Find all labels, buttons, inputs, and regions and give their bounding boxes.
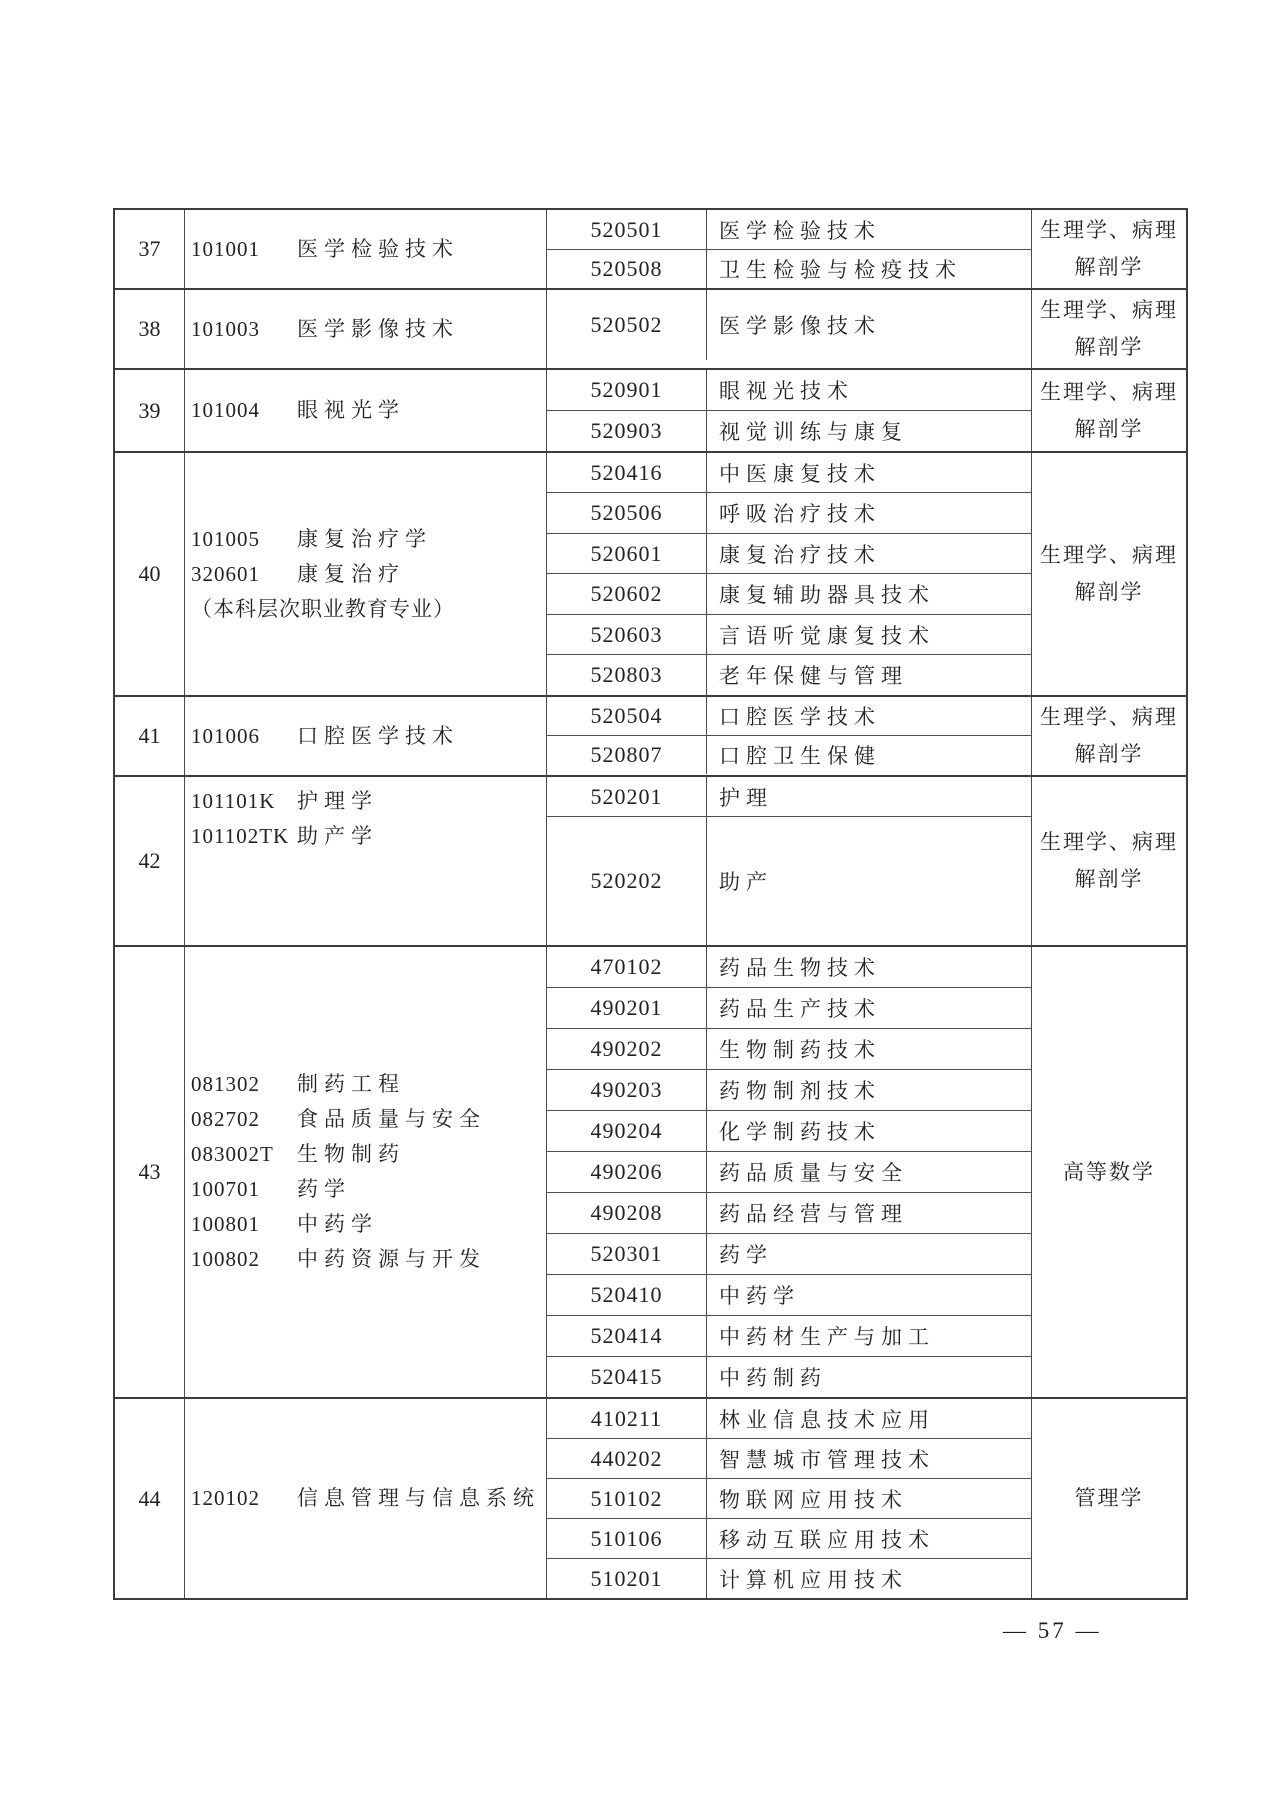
vocational-major-name: 口腔卫生保健 — [719, 744, 881, 768]
vocational-subrow — [547, 573, 1031, 614]
vocational-major-name: 中医康复技术 — [719, 461, 881, 486]
table-row — [115, 945, 1186, 1397]
row-number: 37 — [115, 210, 185, 288]
vocational-major-name: 口腔医学技术 — [719, 705, 881, 729]
vocational-subrow — [547, 697, 1031, 735]
vocational-major-code: 510201 — [547, 1559, 707, 1598]
vocational-subrow — [547, 410, 1031, 451]
vocational-subrow — [547, 1028, 1031, 1069]
vocational-major-code: 520301 — [547, 1234, 707, 1274]
exam-subject: 高等数学 — [1063, 1159, 1155, 1184]
undergrad-major-name: 口腔医学技术 — [297, 723, 459, 748]
row-number: 39 — [115, 370, 185, 451]
vocational-major-code: 520508 — [547, 250, 707, 288]
undergrad-major-name: 中药资源与开发 — [297, 1247, 486, 1271]
undergrad-major-line — [191, 1172, 542, 1207]
vocational-major-name: 生物制药技术 — [719, 1038, 881, 1062]
undergrad-major-code: 120102 — [191, 1486, 260, 1510]
vocational-major-code: 520415 — [547, 1357, 707, 1397]
undergrad-major-line — [191, 522, 542, 557]
vocational-subrows — [547, 370, 1032, 451]
undergrad-major-line — [191, 1137, 542, 1172]
row-number: 38 — [115, 290, 185, 368]
undergrad-major-code: 101102TK — [191, 824, 290, 848]
undergrad-major-code: 100701 — [191, 1177, 260, 1201]
vocational-major-name: 药品经营与管理 — [719, 1202, 908, 1226]
undergrad-major-cell — [185, 1399, 547, 1598]
undergrad-major-cell — [185, 453, 547, 695]
vocational-major-code: 520807 — [547, 736, 707, 774]
vocational-subrow — [547, 987, 1031, 1028]
page-number: — 57 — — [1003, 1618, 1102, 1643]
vocational-major-name: 康复辅助器具技术 — [719, 583, 935, 607]
undergrad-major-code: 320601 — [191, 561, 260, 586]
vocational-major-name: 呼吸治疗技术 — [719, 502, 881, 526]
vocational-major-name: 移动互联应用技术 — [719, 1527, 935, 1552]
vocational-subrow — [547, 1399, 1031, 1438]
vocational-major-name: 中药材生产与加工 — [719, 1325, 935, 1349]
vocational-major-name: 物联网应用技术 — [719, 1487, 908, 1512]
vocational-subrows — [547, 1399, 1032, 1598]
vocational-subrow — [547, 777, 1031, 816]
undergrad-major-name: 药学 — [297, 1177, 351, 1201]
vocational-subrows — [547, 453, 1032, 695]
vocational-subrow — [547, 290, 1031, 360]
table-row — [115, 775, 1186, 945]
undergrad-major-code: 082702 — [191, 1107, 260, 1131]
vocational-major-name: 智慧城市管理技术 — [719, 1447, 935, 1472]
undergrad-major-code: 081302 — [191, 1072, 260, 1096]
vocational-major-code: 490201 — [547, 988, 707, 1028]
exam-subject: 生理学、病理解剖学 — [1040, 298, 1178, 359]
undergrad-major-line — [191, 1242, 542, 1277]
vocational-major-code: 490203 — [547, 1070, 707, 1110]
undergrad-major-name: 中药学 — [297, 1212, 378, 1236]
exam-subject: 生理学、病理解剖学 — [1040, 705, 1178, 766]
vocational-major-name: 老年保健与管理 — [719, 664, 908, 688]
row-number: 41 — [115, 697, 185, 775]
vocational-subrow — [547, 1069, 1031, 1110]
vocational-subrows — [547, 697, 1032, 775]
vocational-subrow — [547, 1356, 1031, 1397]
undergrad-major-name: 康复治疗 — [297, 561, 405, 586]
undergrad-major-name: 医学检验技术 — [297, 236, 459, 261]
vocational-major-code: 510102 — [547, 1479, 707, 1518]
undergrad-major-line — [191, 784, 542, 819]
undergrad-major-name: 食品质量与安全 — [297, 1107, 486, 1131]
vocational-subrow — [547, 1558, 1031, 1598]
vocational-subrow — [547, 1438, 1031, 1478]
vocational-subrow — [547, 210, 1031, 249]
undergrad-major-line — [191, 232, 542, 267]
vocational-major-code: 440202 — [547, 1439, 707, 1478]
exam-subject: 生理学、病理解剖学 — [1040, 379, 1178, 441]
vocational-major-code: 520506 — [547, 493, 707, 533]
vocational-subrow — [547, 1518, 1031, 1558]
vocational-major-code: 490202 — [547, 1029, 707, 1069]
vocational-major-name: 药学 — [719, 1243, 773, 1267]
vocational-subrow — [547, 947, 1031, 987]
vocational-major-code: 520414 — [547, 1316, 707, 1356]
table-row — [115, 1397, 1186, 1598]
undergrad-major-name: 护理学 — [297, 789, 378, 813]
vocational-major-name: 视觉训练与康复 — [719, 420, 908, 444]
vocational-major-name: 中药制药 — [719, 1366, 827, 1390]
vocational-major-code: 520501 — [547, 210, 707, 249]
row-number: 40 — [115, 453, 185, 695]
undergrad-major-code: 101001 — [191, 236, 260, 261]
undergrad-major-line — [191, 819, 542, 854]
undergrad-major-line — [191, 557, 542, 592]
vocational-major-code: 520504 — [547, 697, 707, 735]
undergrad-major-note: （本科层次职业教育专业） — [191, 596, 455, 621]
undergrad-major-line — [191, 1481, 542, 1516]
undergrad-major-line — [191, 312, 542, 347]
vocational-subrow — [547, 1274, 1031, 1315]
row-number: 44 — [115, 1399, 185, 1598]
vocational-subrow — [547, 614, 1031, 654]
undergrad-major-line — [191, 1067, 542, 1102]
vocational-major-name: 康复治疗技术 — [719, 542, 881, 567]
vocational-major-code: 520602 — [547, 574, 707, 614]
vocational-subrow — [547, 453, 1031, 492]
undergrad-major-name: 生物制药 — [297, 1142, 405, 1166]
vocational-major-code: 520416 — [547, 453, 707, 492]
undergrad-major-code: 100801 — [191, 1212, 260, 1236]
vocational-major-code: 490208 — [547, 1193, 707, 1233]
vocational-subrow — [547, 1110, 1031, 1151]
vocational-subrow — [547, 370, 1031, 410]
vocational-subrow — [547, 492, 1031, 533]
undergrad-major-name: 制药工程 — [297, 1072, 405, 1096]
undergrad-major-line — [191, 719, 542, 754]
table-row — [115, 451, 1186, 695]
vocational-major-name: 药品质量与安全 — [719, 1161, 908, 1185]
vocational-major-name: 化学制药技术 — [719, 1120, 881, 1144]
vocational-subrows — [547, 777, 1032, 945]
vocational-subrow — [547, 1478, 1031, 1518]
vocational-subrow — [547, 533, 1031, 573]
vocational-major-code: 490206 — [547, 1152, 707, 1192]
exam-subject: 生理学、病理解剖学 — [1040, 543, 1178, 604]
table-row — [115, 210, 1186, 288]
vocational-subrows — [547, 947, 1032, 1397]
undergrad-major-cell — [185, 697, 547, 775]
row-number: 43 — [115, 947, 185, 1397]
undergrad-major-code: 101003 — [191, 316, 260, 341]
undergrad-major-code: 101006 — [191, 723, 260, 748]
undergrad-major-code: 101101K — [191, 789, 276, 813]
vocational-subrow — [547, 1233, 1031, 1274]
undergrad-major-name: 康复治疗学 — [297, 526, 432, 551]
vocational-major-name: 言语听觉康复技术 — [719, 623, 935, 648]
vocational-major-code: 510106 — [547, 1519, 707, 1558]
vocational-major-name: 药品生物技术 — [719, 956, 881, 980]
undergrad-major-cell — [185, 290, 547, 368]
undergrad-major-cell — [185, 370, 547, 451]
undergrad-major-code: 100802 — [191, 1247, 260, 1271]
vocational-major-name: 眼视光技术 — [719, 379, 854, 403]
undergrad-major-code: 101005 — [191, 526, 260, 551]
vocational-major-name: 中药学 — [719, 1284, 800, 1308]
vocational-subrow — [547, 1192, 1031, 1233]
undergrad-major-name: 医学影像技术 — [297, 316, 459, 341]
undergrad-major-cell — [185, 210, 547, 288]
vocational-major-name: 计算机应用技术 — [719, 1567, 908, 1592]
vocational-subrow — [547, 816, 1031, 945]
undergrad-major-cell — [185, 947, 547, 1397]
vocational-major-code: 520502 — [547, 290, 707, 360]
undergrad-major-code: 101004 — [191, 398, 260, 422]
undergrad-major-cell — [185, 777, 547, 945]
undergrad-major-line — [191, 1102, 542, 1137]
vocational-subrow — [547, 249, 1031, 288]
vocational-major-code: 520803 — [547, 655, 707, 695]
exam-subject: 生理学、病理解剖学 — [1040, 830, 1178, 891]
undergrad-major-code: 083002T — [191, 1142, 274, 1166]
vocational-major-name: 卫生检验与检疫技术 — [719, 258, 962, 282]
vocational-major-name: 医学检验技术 — [719, 218, 881, 243]
vocational-major-code: 520901 — [547, 370, 707, 410]
table-row — [115, 288, 1186, 368]
vocational-subrow — [547, 735, 1031, 774]
vocational-subrow — [547, 1315, 1031, 1356]
undergrad-major-line — [191, 1207, 542, 1242]
table-row — [115, 368, 1186, 451]
undergrad-major-name: 信息管理与信息系统 — [297, 1486, 540, 1510]
row-number: 42 — [115, 777, 185, 945]
vocational-major-code: 520903 — [547, 411, 707, 451]
vocational-major-name: 医学影像技术 — [719, 314, 881, 338]
specialty-mapping-table — [113, 208, 1188, 1600]
vocational-major-code: 520603 — [547, 615, 707, 654]
exam-subject: 生理学、病理解剖学 — [1040, 218, 1178, 279]
vocational-major-name: 药品生产技术 — [719, 997, 881, 1021]
vocational-subrow — [547, 654, 1031, 695]
vocational-major-code: 520202 — [547, 817, 707, 945]
vocational-major-code: 410211 — [547, 1399, 707, 1438]
vocational-major-code: 520601 — [547, 534, 707, 573]
table-row — [115, 695, 1186, 775]
vocational-major-name: 护理 — [719, 785, 773, 810]
exam-subject: 管理学 — [1074, 1486, 1144, 1510]
vocational-major-code: 470102 — [547, 947, 707, 987]
vocational-subrow — [547, 1151, 1031, 1192]
vocational-subrows — [547, 210, 1032, 288]
vocational-major-name: 药物制剂技术 — [719, 1079, 881, 1103]
vocational-major-code: 490204 — [547, 1111, 707, 1151]
vocational-major-code: 520201 — [547, 777, 707, 816]
undergrad-major-line — [191, 393, 542, 428]
vocational-subrows — [547, 290, 1032, 368]
vocational-major-name: 助产 — [719, 870, 773, 894]
undergrad-major-name: 助产学 — [297, 824, 378, 848]
vocational-major-name: 林业信息技术应用 — [719, 1407, 935, 1432]
vocational-major-code: 520410 — [547, 1275, 707, 1315]
undergrad-major-name: 眼视光学 — [297, 398, 405, 422]
